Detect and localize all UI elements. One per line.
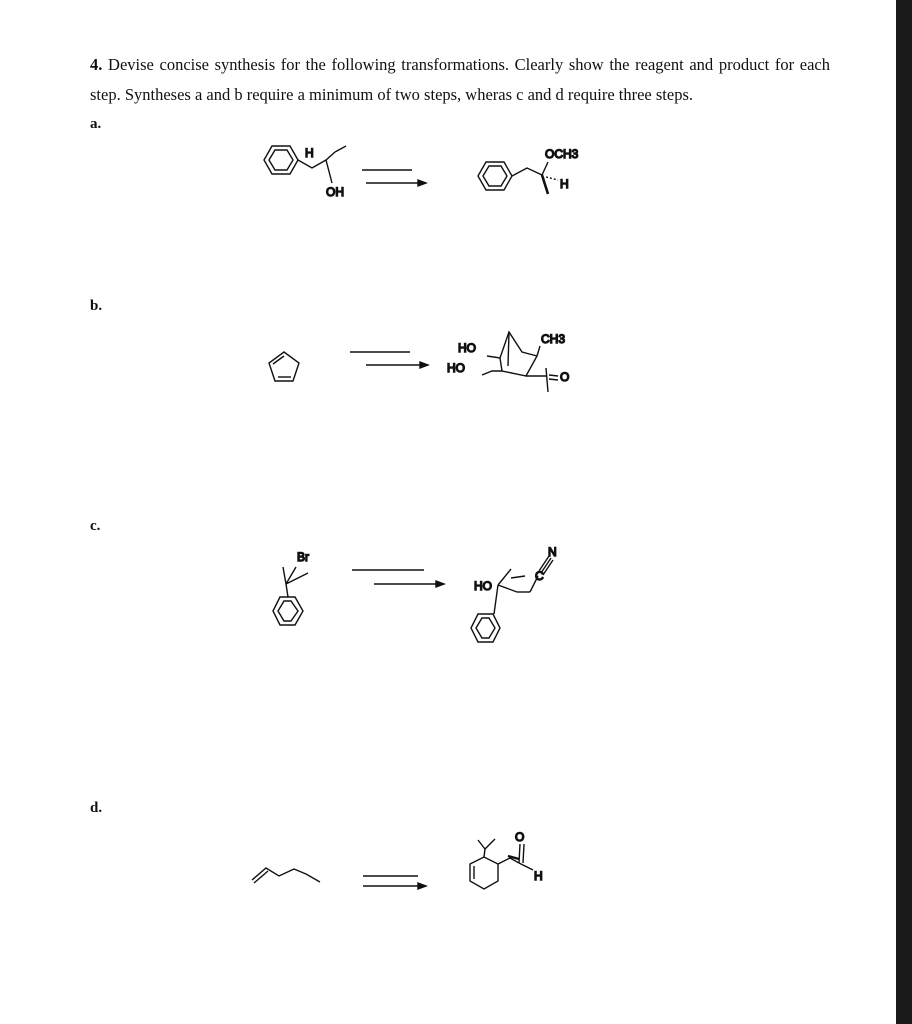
part-a-reactant-oh-label: OH (326, 185, 344, 199)
question-body: Devise concise synthesis for the following transformations. Clearly show the reagent and product for each step. Syntheses a and b require a minimum of two steps, wheras c and d require three steps. (90, 55, 830, 104)
part-a-arrow (362, 170, 426, 186)
part-c-product-ho-label: HO (474, 579, 492, 593)
part-d-product (470, 839, 533, 889)
part-a-label: a. (90, 116, 102, 132)
part-d-reactant-pentadiene (252, 868, 320, 883)
part-b-label: b. (90, 298, 103, 314)
part-d-label: d. (90, 800, 103, 816)
question-number: 4. (90, 55, 103, 74)
part-c-product-n-label: N (548, 545, 557, 559)
part-a-product-h-label: H (560, 177, 569, 191)
part-b-reactant-cyclopentadiene (269, 352, 299, 381)
part-c-reactant-br-label: Br (297, 550, 309, 564)
part-c-product-c-label: C (535, 569, 544, 583)
part-a-product (478, 162, 558, 194)
part-b-product-ch3-label: CH3 (541, 332, 566, 346)
part-d-arrow (363, 876, 426, 889)
part-b-product-ho-bottom-label: HO (447, 361, 465, 375)
part-c-reactant (273, 567, 308, 625)
part-c-arrow (352, 570, 444, 587)
part-b-product-ho-top-label: HO (458, 341, 476, 355)
part-b-product-o-label: O (560, 370, 570, 384)
part-a-reactant-h-label: H (305, 146, 314, 160)
part-d-product-o-label: O (515, 830, 525, 844)
part-b-arrow (350, 352, 428, 368)
part-a-product-och3-label: OCH3 (545, 147, 579, 161)
part-c-label: c. (90, 518, 101, 534)
part-d-product-h-label: H (534, 869, 543, 883)
